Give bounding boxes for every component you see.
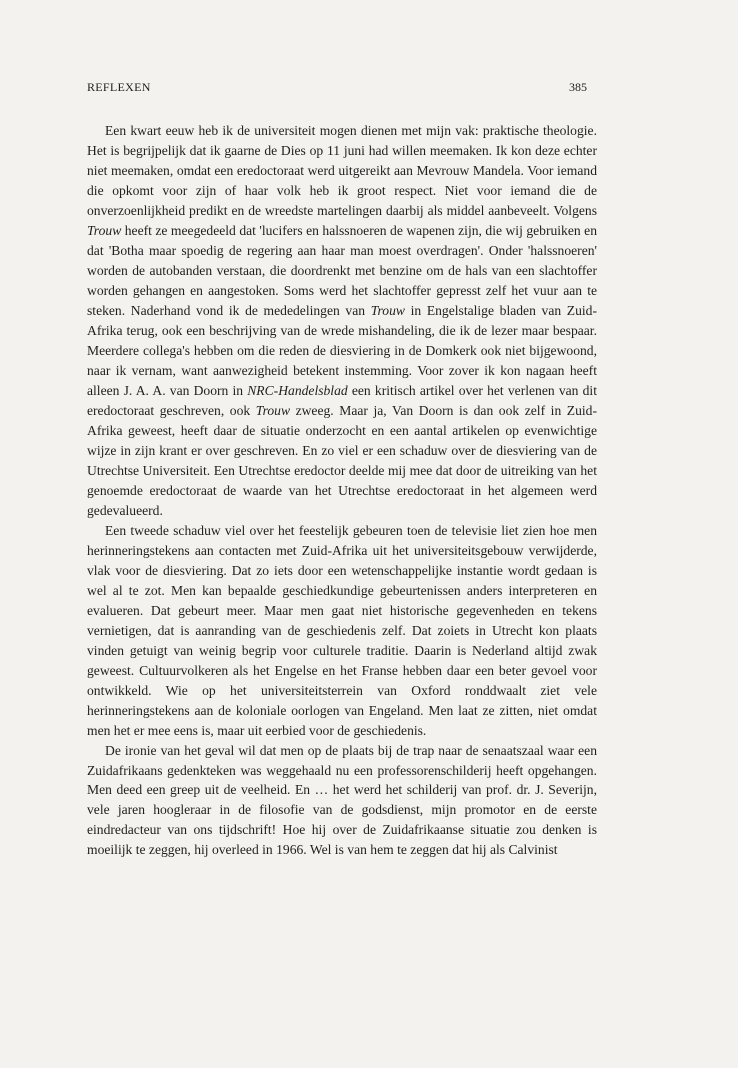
page-header xyxy=(87,80,597,100)
paragraph-1 xyxy=(87,121,597,521)
paragraph-1-text: Een kwart eeuw heb ik de universiteit mogen dienen met mijn vak: praktische theologie. Het is begrijpelijk dat ik gaarne de Dies op 11 juni had willen meemaken. Ik kon deze echter niet meemaken, omdat een eredoctoraat werd uitgereikt aan Mevrouw Mandela. Voor iemand die opkomt voor zijn of haar volk heb ik groot respect. Niet voor iemand die de onverzoenlijkheid predikt en de wreedste martelingen daarbij als middel aanbeveelt. Volgens xyxy=(87,123,597,218)
paragraph-3-text: De ironie van het geval wil dat men op de plaats bij de trap naar de senaatszaal waar een Zuidafrikaans gedenkteken was weggehaald nu een professorenschilderij heeft opgehangen. Men deed een greep uit de veelheid. En … het werd het schilderij van prof. dr. J. Severijn, vele jaren hoogleraar in de filosofie van de godsdienst, mijn promotor en de eerste eindredacteur van ons tijdschrift! Hoe hij over de Zuidafrikaanse situatie zou denken is moeilijk te zeggen, hij overleed in 1966. Wel is van hem te zeggen dat hij als Calvinist xyxy=(87,742,597,858)
body-text xyxy=(87,121,597,860)
paragraph-1-text: een kritisch artikel over het verlenen van dit eredoctoraat geschreven, ook xyxy=(87,382,597,418)
publication-title: Trouw xyxy=(255,402,291,418)
paragraph-1-text: in Engelstalige bladen van Zuid-Afrika terug, ook een beschrijving van de wrede mishandeling, die ik de lezer maar bespaar. Meerdere collega's hebben om die reden de diesviering in de Domkerk ook niet bijgewoond, naar ik vernam, want aanwezigheid betekent instemming. Voor zover ik kon nagaan heeft alleen J. A. A. van Doorn in xyxy=(87,302,597,398)
publication-title: Trouw xyxy=(87,222,122,238)
running-title: REFLEXEN xyxy=(87,80,151,94)
publication-title: NRC-Handelsblad xyxy=(247,382,348,398)
paragraph-2 xyxy=(87,521,597,741)
paragraph-2-text: Een tweede schaduw viel over het feestelijk gebeuren toen de televisie liet zien hoe men herinneringstekens aan contacten met Zuid-Afrika uit het universiteitsgebouw verwijderde, vlak voor de diesviering. Dat zo iets door een wetenschappelijke instantie wordt gedaan is wel al te zot. Men kan bepaalde geschiedkundige gebeurtenissen anders interpreteren en evalueren. Dat gebeurt meer. Maar men gaat niet historische gegevenheden en tekens vernietigen, dat is aanranding van de geschiedenis zelf. Dat zoiets in Utrecht kon plaats vinden getuigt van weinig begrip voor culturele traditie. Daarin is Nederland altijd zwak geweest. Cultuurvolkeren als het Engelse en het Franse hebben daar een beter gevoel voor ontwikkeld. Wie op het universiteitsterrein van Oxford ronddwaalt ziet vele herinneringstekens aan de koloniale oorlogen van Engeland. Men laat ze zitten, niet omdat men het er mee eens is, maar uit eerbied voor de geschiedenis. xyxy=(87,522,597,738)
page-number: 385 xyxy=(569,80,587,94)
paragraph-1-text: zweeg. Maar ja, Van Doorn is dan ook zelf in Zuid-Afrika geweest, heeft daar de situatie onderzocht en een aantal artikelen op evenwichtige wijze in zijn krant er over geschreven. En zo viel er een schaduw over de diesviering van de Utrechtse Universiteit. Een Utrechtse eredoctor deelde mij mee dat door de uitreiking van het genoemde eredoctoraat de waarde van het Utrechtse eredoctoraat in het algemeen werd gedevalueerd. xyxy=(87,402,597,518)
publication-title: Trouw xyxy=(370,302,405,318)
paragraph-3 xyxy=(87,741,597,861)
paragraph-1-text: heeft ze meegedeeld dat 'lucifers en halssnoeren de wapenen zijn, die wij gebruiken en dat 'Botha maar spoedig de regering aan haar man moest overdragen'. Onder 'halssnoeren' worden de autobanden verstaan, die doordrenkt met benzine om de hals van een slachtoffer worden gehangen en aangestoken. Soms werd het slachtoffer gepresst zelf het vuur aan te steken. Naderhand vond ik de mededelingen van xyxy=(87,222,597,318)
